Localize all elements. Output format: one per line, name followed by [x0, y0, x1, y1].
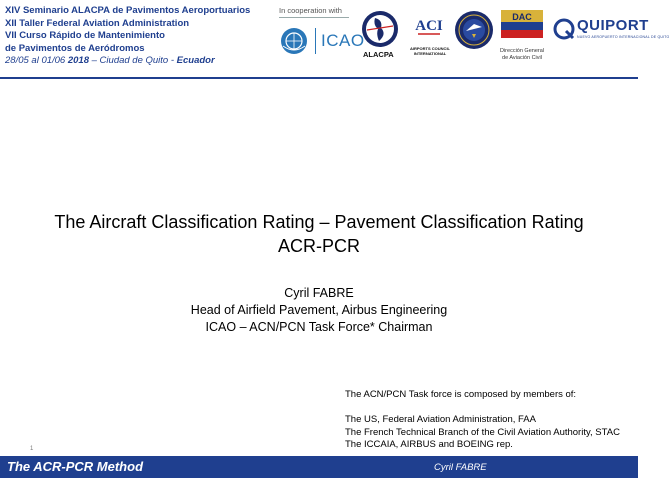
- note-member-2: The French Technical Branch of the Civil Aviation Authority, STAC: [345, 426, 620, 438]
- title-line-2: ACR-PCR: [277, 236, 360, 256]
- cooperation-label: In cooperation with: [279, 6, 342, 15]
- author-block: [0, 285, 638, 336]
- faa-seal-icon: [454, 10, 494, 50]
- note-intro: The ACN/PCN Task force is composed by members of:: [345, 389, 577, 400]
- date-sep: – Ciudad de Quito -: [89, 55, 177, 66]
- dac-text-line-2: de Aviación Civil: [502, 54, 542, 61]
- note-member-1: The US, Federal Aviation Administration, FAA: [345, 414, 536, 425]
- aci-badge-text: ACI: [415, 18, 443, 34]
- footer-presentation-title: The ACR-PCR Method: [7, 459, 144, 474]
- quiport-q-icon: [553, 18, 575, 40]
- alacpa-wordmark: ALACPA: [363, 50, 394, 59]
- author-name: Cyril FABRE: [284, 286, 354, 300]
- seminar-date: [5, 55, 267, 68]
- dac-badge-text: DAC: [512, 12, 532, 22]
- note-spacer: [345, 402, 637, 415]
- title-line-1: The Aircraft Classification Rating – Pavement Classification Rating: [54, 212, 584, 232]
- alacpa-emblem-icon: [361, 10, 399, 48]
- dac-text-line-1: Dirección General: [499, 48, 545, 54]
- header-rule: [0, 77, 638, 79]
- icao-wordmark: ICAO: [321, 31, 365, 50]
- aci-emblem-icon: [416, 8, 442, 42]
- footer-author: Cyril FABRE: [434, 462, 487, 473]
- dac-flag-icon: [499, 8, 545, 46]
- seminar-line-2: XII Taller Federal Aviation Administration: [5, 17, 190, 29]
- date-prefix: 28/05 al 01/06: [5, 55, 68, 66]
- author-position: ICAO – ACN/PCN Task Force* Chairman: [205, 320, 433, 334]
- dac-wordmark: [494, 48, 550, 61]
- page-number: 1: [30, 446, 34, 452]
- seminar-header: [5, 5, 267, 68]
- sponsor-logos: [277, 4, 669, 64]
- quiport-wordmark: QUIPORT: [577, 17, 649, 34]
- quiport-tagline: NUEVO AEROPUERTO INTERNACIONAL DE QUITO: [577, 35, 669, 39]
- task-force-note: [345, 389, 637, 452]
- icao-emblem-icon: [279, 26, 309, 56]
- icao-separator: [315, 28, 316, 54]
- seminar-line-4: de Pavimentos de Aeródromos: [5, 42, 145, 54]
- date-city: Ecuador: [176, 55, 215, 66]
- cooperation-divider: [279, 17, 349, 18]
- seminar-line-1: XIV Seminario ALACPA de Pavimentos Aeroportuarios: [5, 5, 251, 16]
- slide-title: [0, 210, 638, 258]
- note-member-3: The ICCAIA, AIRBUS and BOEING rep.: [345, 439, 513, 450]
- seminar-line-3: VII Curso Rápido de Mantenimiento: [5, 30, 165, 41]
- date-year: 2018: [67, 55, 89, 66]
- author-role: Head of Airfield Pavement, Airbus Engineering: [190, 303, 448, 317]
- footer-bar: [0, 456, 638, 478]
- aci-wordmark: AIRPORTS COUNCIL INTERNATIONAL: [410, 46, 450, 56]
